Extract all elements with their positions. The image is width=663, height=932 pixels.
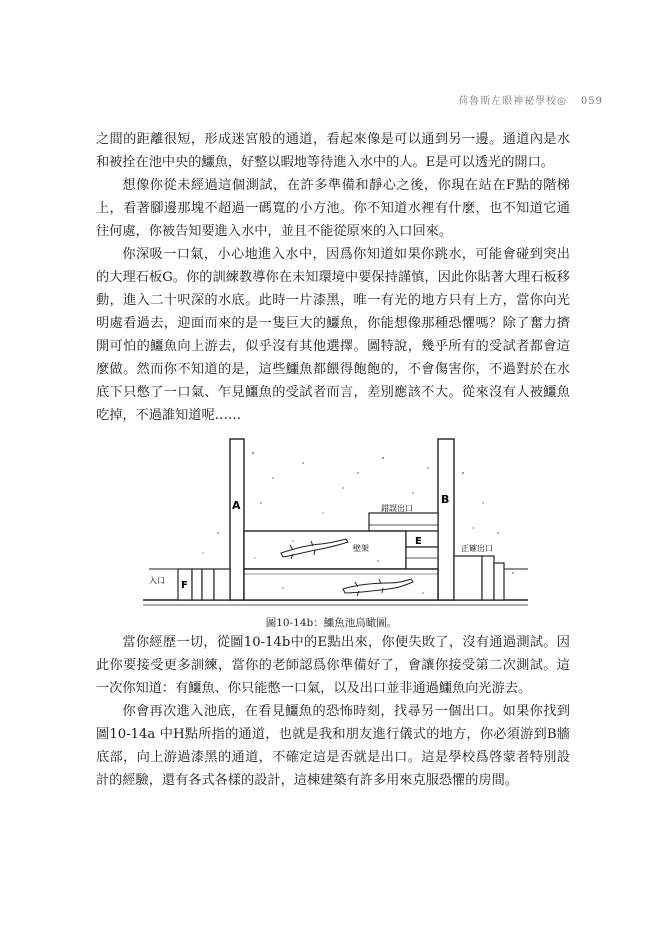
paragraph: 你深吸一口氣，小心地進入水中，因爲你知道如果你跳水，可能會碰到突出的大理石板G。你的訓練教導你在未知環境中要保持謹慎，因此你貼著大理石板移動，進入二十呎深的水底。此時一片漆黑，唯一有光的地方只有上方，當你向光明處看過去，迎面而來的是一隻巨大的鱷魚，你能想像那種恐懼嗎？除了奮力擠開可怕的鱷魚向上游去，似乎沒有其他選擇。圖特說，幾乎所有的受試者都會這麼做。然而你不知道的是，這些鱷魚都餵得飽飽的，不會傷害你，不過對於在水底下只憋了一口氣、乍見鱷魚的受試者而言，差別應該不大。從來沒有人被鱷魚吃掉，不過誰知道呢…… bbox=[96, 247, 570, 423]
crocodile-pool-diagram bbox=[143, 433, 528, 613]
paragraph: 之間的距離很短，形成迷宮般的通道，看起來像是可以通到另一邊。通道內是水和被拴在池中央的鱷魚，好整以暇地等待進入水中的人。E是可以透光的開口。 bbox=[96, 132, 570, 170]
label-entrance: 入口 bbox=[149, 576, 165, 585]
label-wrong-exit: 錯誤出口 bbox=[381, 504, 413, 513]
body-text-top bbox=[96, 128, 570, 427]
label-e: E bbox=[415, 536, 422, 547]
paragraph: 當你經歷一切，從圖10-14b中的E點出來，你便失敗了，沒有通過測試。因此你要接受更多訓練，當你的老師認爲你準備好了，會讓你接受第二次測試。這一次你知道：有鱷魚、你只能憋一口氣，以及出口並非通過鱷魚向光游去。 bbox=[96, 635, 570, 696]
paragraph: 你會再次進入池底，在看見鱷魚的恐怖時刻，找尋另一個出口。如果你找到圖10-14a 中H點所指的通道，也就是我和朋友進行儀式的地方，你必須游到B牆底部，向上游過漆黑的通道，不確定這是否就是出口。這是學校爲啓蒙者特別設計的經驗，還有各式各樣的設計，這棟建築有許多用來克服恐懼的房間。 bbox=[96, 704, 570, 788]
running-title: 荷魯斯左眼神祕學校◎ bbox=[458, 96, 567, 107]
body-text-bottom bbox=[96, 631, 570, 792]
label-a: A bbox=[232, 499, 241, 512]
label-ledge: 壁架 bbox=[353, 544, 369, 553]
paragraph: 想像你從未經過這個測試，在許多準備和靜心之後，你現在站在F點的階梯上，看著腳邊那塊不超過一碼寬的小方池。你不知道水裡有什麼，也不知道它通往何處，你被告知要進入水中，並且不能從原來的入口回來。 bbox=[96, 178, 570, 239]
label-b: B bbox=[441, 493, 450, 506]
figure-caption: 圖10-14b：鱷魚池鳥瞰圖。 bbox=[265, 617, 398, 629]
label-correct-exit: 正確出口 bbox=[461, 544, 493, 553]
page-number: 059 bbox=[580, 96, 603, 107]
running-header bbox=[458, 92, 603, 107]
label-f: F bbox=[181, 580, 188, 591]
